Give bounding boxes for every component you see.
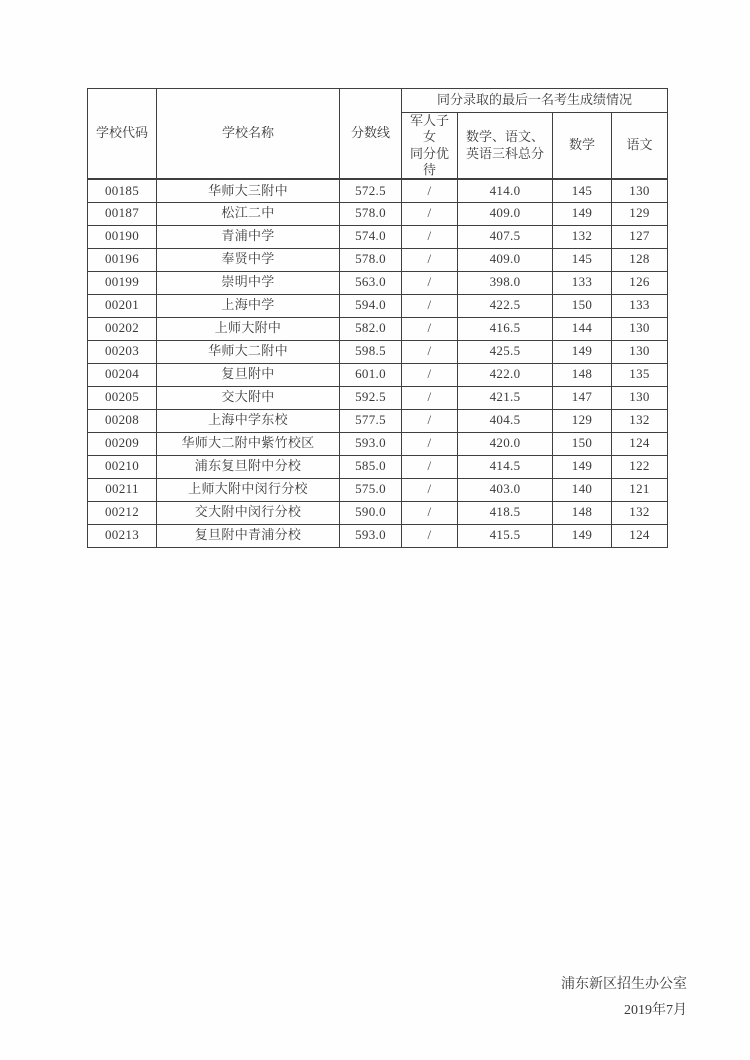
school-code-cell: 00203 xyxy=(88,340,157,363)
chinese-score-cell: 128 xyxy=(612,248,668,271)
military-preference-cell: / xyxy=(402,202,458,225)
military-preference-cell: / xyxy=(402,501,458,524)
cutoff-score-cell: 598.5 xyxy=(340,340,402,363)
military-preference-cell: / xyxy=(402,271,458,294)
table-row xyxy=(88,271,668,294)
math-score-cell: 150 xyxy=(553,294,612,317)
chinese-score-cell: 122 xyxy=(612,455,668,478)
school-code-cell: 00190 xyxy=(88,225,157,248)
cutoff-score-cell: 582.0 xyxy=(340,317,402,340)
signature-date: 2019年7月 xyxy=(624,1003,687,1018)
table-row xyxy=(88,478,668,501)
three-subject-total-cell: 407.5 xyxy=(458,225,553,248)
school-code-cell: 00187 xyxy=(88,202,157,225)
chinese-score-cell: 133 xyxy=(612,294,668,317)
table-row xyxy=(88,363,668,386)
three-subject-total-cell: 403.0 xyxy=(458,478,553,501)
cutoff-score-cell: 578.0 xyxy=(340,202,402,225)
three-subject-total-cell: 418.5 xyxy=(458,501,553,524)
cutoff-score-cell: 574.0 xyxy=(340,225,402,248)
school-code-cell: 00204 xyxy=(88,363,157,386)
three-subject-total-cell: 422.5 xyxy=(458,294,553,317)
math-score-cell: 149 xyxy=(553,524,612,547)
school-name-cell: 复旦附中 xyxy=(157,363,340,386)
score-table-body xyxy=(88,179,668,547)
table-row xyxy=(88,386,668,409)
header-military-preference xyxy=(402,113,458,180)
math-score-cell: 145 xyxy=(553,179,612,202)
math-score-cell: 150 xyxy=(553,432,612,455)
table-row xyxy=(88,294,668,317)
school-name-cell: 浦东复旦附中分校 xyxy=(157,455,340,478)
cutoff-score-cell: 593.0 xyxy=(340,524,402,547)
table-row xyxy=(88,179,668,202)
school-code-cell: 00210 xyxy=(88,455,157,478)
military-preference-cell: / xyxy=(402,179,458,202)
score-table-header xyxy=(88,89,668,180)
header-math: 数学 xyxy=(553,113,612,180)
three-subject-total-cell: 421.5 xyxy=(458,386,553,409)
school-name-cell: 上海中学东校 xyxy=(157,409,340,432)
cutoff-score-cell: 590.0 xyxy=(340,501,402,524)
school-name-cell: 上师大附中闵行分校 xyxy=(157,478,340,501)
header-military-line2: 同分优待 xyxy=(409,145,449,177)
chinese-score-cell: 126 xyxy=(612,271,668,294)
signature-block xyxy=(561,972,687,1024)
math-score-cell: 129 xyxy=(553,409,612,432)
three-subject-total-cell: 420.0 xyxy=(458,432,553,455)
school-name-cell: 交大附中闵行分校 xyxy=(157,501,340,524)
table-row xyxy=(88,248,668,271)
header-total-line1: 数学、语文、 xyxy=(465,129,544,145)
school-code-cell: 00211 xyxy=(88,478,157,501)
table-row xyxy=(88,432,668,455)
school-code-cell: 00185 xyxy=(88,179,157,202)
math-score-cell: 148 xyxy=(553,501,612,524)
header-school-name: 学校名称 xyxy=(157,89,340,180)
math-score-cell: 133 xyxy=(553,271,612,294)
math-score-cell: 148 xyxy=(553,363,612,386)
military-preference-cell: / xyxy=(402,432,458,455)
header-chinese: 语文 xyxy=(612,113,668,180)
math-score-cell: 147 xyxy=(553,386,612,409)
table-row xyxy=(88,409,668,432)
school-name-cell: 松江二中 xyxy=(157,202,340,225)
chinese-score-cell: 121 xyxy=(612,478,668,501)
chinese-score-cell: 132 xyxy=(612,409,668,432)
three-subject-total-cell: 414.5 xyxy=(458,455,553,478)
school-code-cell: 00202 xyxy=(88,317,157,340)
school-code-cell: 00199 xyxy=(88,271,157,294)
chinese-score-cell: 127 xyxy=(612,225,668,248)
military-preference-cell: / xyxy=(402,294,458,317)
cutoff-score-cell: 578.0 xyxy=(340,248,402,271)
cutoff-score-cell: 575.0 xyxy=(340,478,402,501)
math-score-cell: 149 xyxy=(553,202,612,225)
math-score-cell: 140 xyxy=(553,478,612,501)
signature-office: 浦东新区招生办公室 xyxy=(561,977,687,992)
header-three-subject-total xyxy=(458,113,553,180)
three-subject-total-cell: 415.5 xyxy=(458,524,553,547)
chinese-score-cell: 129 xyxy=(612,202,668,225)
military-preference-cell: / xyxy=(402,225,458,248)
header-military-line1: 军人子女 xyxy=(409,113,449,145)
chinese-score-cell: 124 xyxy=(612,432,668,455)
school-name-cell: 崇明中学 xyxy=(157,271,340,294)
math-score-cell: 149 xyxy=(553,340,612,363)
three-subject-total-cell: 404.5 xyxy=(458,409,553,432)
math-score-cell: 145 xyxy=(553,248,612,271)
table-row xyxy=(88,501,668,524)
cutoff-score-cell: 593.0 xyxy=(340,432,402,455)
cutoff-score-cell: 572.5 xyxy=(340,179,402,202)
chinese-score-cell: 124 xyxy=(612,524,668,547)
school-name-cell: 奉贤中学 xyxy=(157,248,340,271)
cutoff-score-cell: 577.5 xyxy=(340,409,402,432)
chinese-score-cell: 132 xyxy=(612,501,668,524)
header-group-same-score: 同分录取的最后一名考生成绩情况 xyxy=(402,89,668,113)
school-code-cell: 00209 xyxy=(88,432,157,455)
military-preference-cell: / xyxy=(402,363,458,386)
table-row xyxy=(88,317,668,340)
cutoff-score-cell: 592.5 xyxy=(340,386,402,409)
score-table xyxy=(87,88,668,548)
school-name-cell: 复旦附中青浦分校 xyxy=(157,524,340,547)
three-subject-total-cell: 425.5 xyxy=(458,340,553,363)
chinese-score-cell: 130 xyxy=(612,386,668,409)
cutoff-score-cell: 601.0 xyxy=(340,363,402,386)
school-name-cell: 华师大三附中 xyxy=(157,179,340,202)
table-row xyxy=(88,340,668,363)
school-code-cell: 00213 xyxy=(88,524,157,547)
chinese-score-cell: 135 xyxy=(612,363,668,386)
three-subject-total-cell: 409.0 xyxy=(458,202,553,225)
math-score-cell: 149 xyxy=(553,455,612,478)
three-subject-total-cell: 398.0 xyxy=(458,271,553,294)
table-row xyxy=(88,225,668,248)
military-preference-cell: / xyxy=(402,524,458,547)
military-preference-cell: / xyxy=(402,340,458,363)
school-name-cell: 青浦中学 xyxy=(157,225,340,248)
chinese-score-cell: 130 xyxy=(612,317,668,340)
header-cutoff-score: 分数线 xyxy=(340,89,402,180)
school-name-cell: 华师大二附中 xyxy=(157,340,340,363)
military-preference-cell: / xyxy=(402,409,458,432)
header-total-line2: 英语三科总分 xyxy=(465,145,544,161)
chinese-score-cell: 130 xyxy=(612,340,668,363)
school-name-cell: 交大附中 xyxy=(157,386,340,409)
school-code-cell: 00196 xyxy=(88,248,157,271)
three-subject-total-cell: 422.0 xyxy=(458,363,553,386)
military-preference-cell: / xyxy=(402,455,458,478)
cutoff-score-cell: 594.0 xyxy=(340,294,402,317)
military-preference-cell: / xyxy=(402,386,458,409)
school-code-cell: 00208 xyxy=(88,409,157,432)
math-score-cell: 144 xyxy=(553,317,612,340)
table-row xyxy=(88,524,668,547)
header-school-code: 学校代码 xyxy=(88,89,157,180)
table-row xyxy=(88,202,668,225)
school-name-cell: 上师大附中 xyxy=(157,317,340,340)
chinese-score-cell: 130 xyxy=(612,179,668,202)
school-code-cell: 00212 xyxy=(88,501,157,524)
three-subject-total-cell: 416.5 xyxy=(458,317,553,340)
school-name-cell: 华师大二附中紫竹校区 xyxy=(157,432,340,455)
three-subject-total-cell: 414.0 xyxy=(458,179,553,202)
three-subject-total-cell: 409.0 xyxy=(458,248,553,271)
military-preference-cell: / xyxy=(402,317,458,340)
military-preference-cell: / xyxy=(402,248,458,271)
cutoff-score-cell: 563.0 xyxy=(340,271,402,294)
military-preference-cell: / xyxy=(402,478,458,501)
school-name-cell: 上海中学 xyxy=(157,294,340,317)
cutoff-score-cell: 585.0 xyxy=(340,455,402,478)
school-code-cell: 00201 xyxy=(88,294,157,317)
school-code-cell: 00205 xyxy=(88,386,157,409)
math-score-cell: 132 xyxy=(553,225,612,248)
table-row xyxy=(88,455,668,478)
